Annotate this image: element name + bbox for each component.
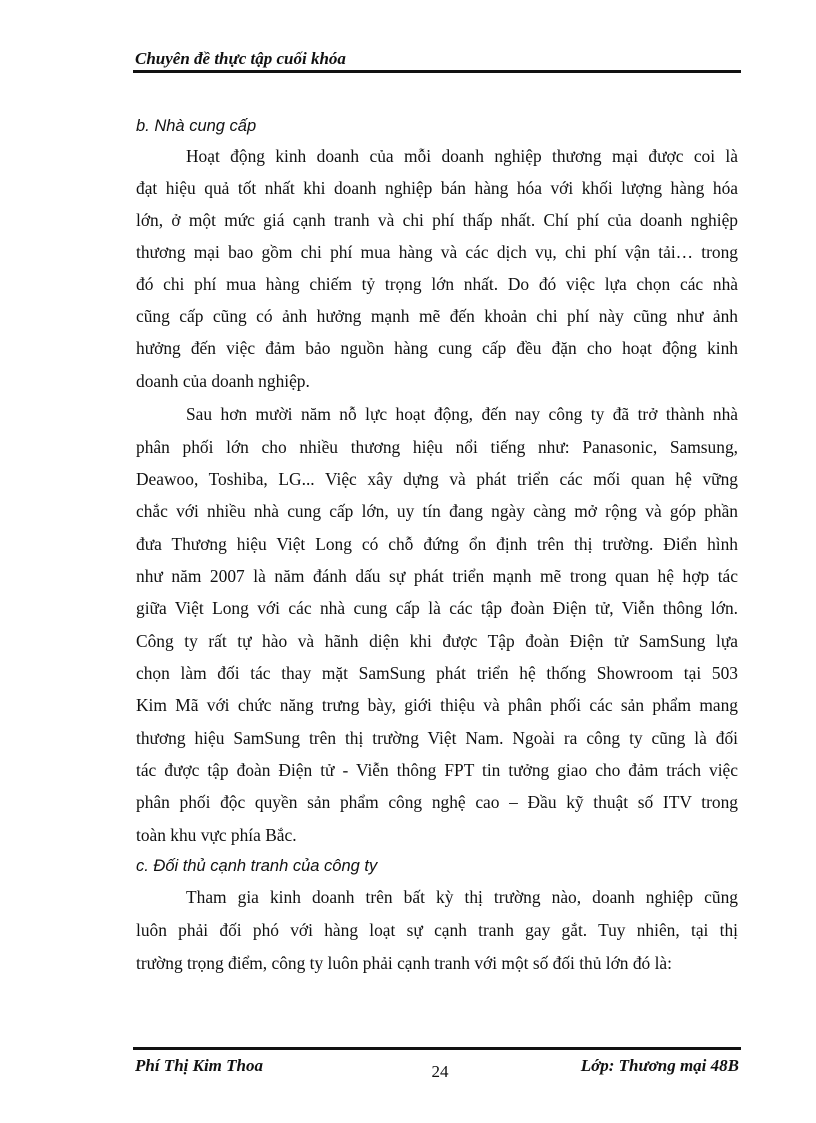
paragraph-line: Hoạt động kinh doanh của mỗi doanh nghiệp thương mại được coi là — [186, 146, 738, 166]
section-heading-c: c. Đối thủ cạnh tranh của công ty — [136, 857, 378, 875]
paragraph-line: đạt hiệu quả tốt nhất khi doanh nghiệp bán hàng hóa với khối lượng hàng hóa — [136, 178, 738, 198]
header-divider — [133, 70, 741, 73]
paragraph-line: thương hiệu SamSung trên thị trường Việt Nam. Ngoài ra công ty cũng là đối — [136, 728, 738, 748]
section-heading-b: b. Nhà cung cấp — [136, 117, 257, 135]
paragraph-line: toàn khu vực phía Bắc. — [136, 825, 297, 845]
paragraph-line: Tham gia kinh doanh trên bất kỳ thị trường nào, doanh nghiệp cũng — [186, 887, 738, 907]
page-header-title: Chuyên đề thực tập cuối khóa — [135, 49, 346, 68]
paragraph-line: doanh của doanh nghiệp. — [136, 371, 310, 391]
paragraph-line: Kim Mã với chức năng trưng bày, giới thiệu và phân phối các sản phẩm mang — [136, 695, 738, 715]
paragraph-line: thương mại bao gồm chi phí mua hàng và các dịch vụ, chi phí vận tải… trong — [136, 242, 738, 262]
footer-author: Phí Thị Kim Thoa — [135, 1056, 263, 1075]
paragraph-line: đó chi phí mua hàng chiếm tỷ trọng lớn nhất. Do đó việc lựa chọn các nhà — [136, 274, 738, 294]
paragraph-line: luôn phải đối phó với hàng loạt sự cạnh tranh gay gắt. Tuy nhiên, tại thị — [136, 920, 738, 940]
paragraph-line: Deawoo, Toshiba, LG... Việc xây dựng và phát triển các mối quan hệ vững — [136, 469, 738, 489]
paragraph-line: phân phối độc quyền sản phẩm công nghệ cao – Đầu kỹ thuật số ITV trong — [136, 792, 738, 812]
paragraph-line: phân phối lớn cho nhiều thương hiệu nổi tiếng như: Panasonic, Samsung, — [136, 437, 738, 457]
paragraph-line: lớn, ở một mức giá cạnh tranh và chi phí thấp nhất. Chí phí của doanh nghiệp — [136, 210, 738, 230]
paragraph-line: chắc với nhiều nhà cung cấp lớn, uy tín đang ngày càng mở rộng và góp phần — [136, 501, 738, 521]
paragraph-line: như năm 2007 là năm đánh dấu sự phát triển mạnh mẽ trong quan hệ hợp tác — [136, 566, 738, 586]
paragraph-line: chọn làm đối tác thay mặt SamSung phát triển hệ thống Showroom tại 503 — [136, 663, 738, 683]
paragraph-line: đưa Thương hiệu Việt Long có chỗ đứng ổn định trên thị trường. Điển hình — [136, 534, 738, 554]
paragraph-line: Sau hơn mười năm nỗ lực hoạt động, đến nay công ty đã trở thành nhà — [186, 404, 738, 424]
paragraph-line: Công ty rất tự hào và hãnh diện khi được Tập đoàn Điện tử SamSung lựa — [136, 631, 738, 651]
paragraph-line: tác được tập đoàn Điện tử - Viễn thông FPT tin tưởng giao cho đảm trách việc — [136, 760, 738, 780]
paragraph-line: trường trọng điểm, công ty luôn phải cạnh tranh với một số đối thủ lớn đó là: — [136, 953, 672, 973]
footer-class: Lớp: Thương mại 48B — [580, 1056, 739, 1075]
paragraph-line: hưởng đến việc đảm bảo nguồn hàng cung cấp đều đặn cho hoạt động kinh — [136, 338, 738, 358]
page-number: 24 — [431, 1062, 449, 1081]
footer-divider — [133, 1047, 741, 1050]
paragraph-line: cũng cấp cũng có ảnh hưởng mạnh mẽ đến khoản chi phí này cũng như ảnh — [136, 306, 738, 326]
paragraph-line: giữa Việt Long với các nhà cung cấp là các tập đoàn Điện tử, Viễn thông lớn. — [136, 598, 738, 618]
